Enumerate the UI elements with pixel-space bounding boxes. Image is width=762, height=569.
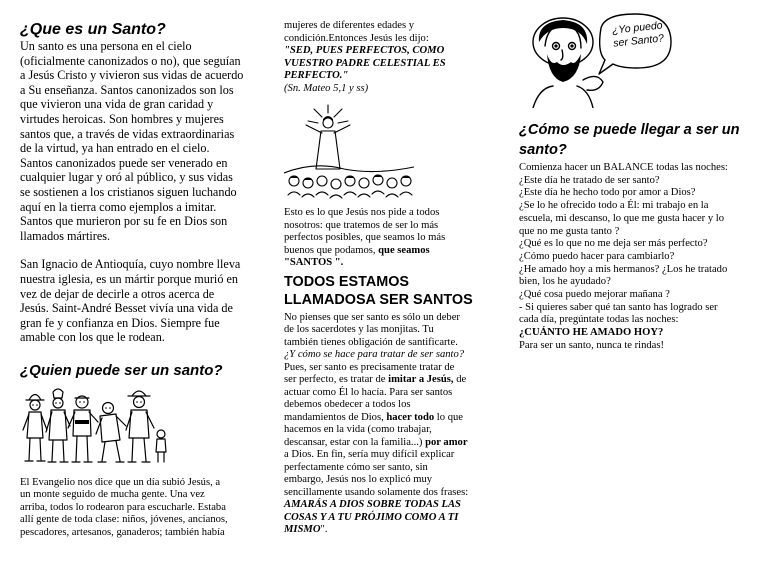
- text-line: que vivieron una vida de gran caridad y: [20, 97, 214, 112]
- text-line: [284, 437, 486, 450]
- heading-line: ¿Cómo se puede llegar a ser un: [519, 122, 740, 138]
- text-line: ¿Se lo he ofrecido todo a Él: mi trabajo en la: [519, 200, 709, 212]
- column-3: [519, 0, 751, 353]
- text-line: ¿He amado hoy a mis hermanos? ¿Los he tratado: [519, 263, 728, 275]
- text-line: amable con los que le rodean.: [20, 330, 165, 345]
- text-line: nuestra iglesia, es un mártir porque murió en: [20, 271, 238, 286]
- bold-text: imitar a Jesús,: [388, 374, 454, 385]
- bold-text: MISMO: [284, 524, 321, 535]
- text-line: ¿Este día he tratado de ser santo?: [519, 174, 660, 186]
- paragraph-como-ser-santo: [284, 312, 486, 537]
- text-line: [284, 374, 486, 387]
- text-line: VUESTRO PADRE CELESTIAL ES: [284, 57, 446, 69]
- crowd-of-people-illustration: [20, 386, 170, 466]
- text-line: pescadores, artesanos, ganaderos; también había: [20, 526, 225, 538]
- text-line: condición.Entonces Jesús les dijo:: [284, 32, 429, 44]
- text-line-question: ¿Y cómo se hace para tratar de ser santo?: [284, 349, 465, 360]
- text-span: descansar, estar con la familia...): [284, 436, 426, 448]
- paragraph-balance: [519, 162, 751, 353]
- text-line: No pienses que ser santo es sólo un deber: [284, 311, 460, 323]
- text-line: sencillamente usando solamente dos frases:: [284, 486, 469, 498]
- text-line: perfectos posibles, que seamos lo más: [284, 232, 446, 243]
- text-line: a Jesús Cristo y vivieron sus vidas de acuerdo: [20, 68, 244, 83]
- text-line: (oficialmente canonizados o no), que seguían: [20, 53, 241, 68]
- text-line: nosotros: que tratemos de ser lo más: [284, 219, 439, 231]
- text-line: se sostienen a los cristianos siguen luchando: [20, 184, 237, 199]
- text-line: ¿Qué cosa puedo mejorar mañana ?: [519, 289, 670, 301]
- text-line: Esto es lo que Jesús nos pide a todos: [284, 207, 440, 218]
- text-line: también tienes obligación de santificarte.: [284, 336, 458, 348]
- bold-cuanto-he-amado: ¿CUÁNTO HE AMADO HOY?: [519, 327, 664, 339]
- text-line: embargo, Jesús nos lo explicó muy: [284, 474, 433, 485]
- text-line-quote: [284, 524, 486, 537]
- text-span: lo que: [434, 411, 463, 423]
- text-line: llamados mártires.: [20, 228, 111, 243]
- text-line: debemos obedecer a todos los: [284, 399, 411, 410]
- text-line: [284, 245, 486, 258]
- text-line: El Evangelio nos dice que un día subió Jesús, a: [20, 476, 221, 488]
- heading-que-es-un-santo: ¿Que es un Santo?: [20, 21, 166, 38]
- heading-como-llegar-ser-santo: [519, 120, 751, 160]
- text-line-final: Para ser un santo, nunca te rindas!: [519, 339, 665, 351]
- text-line: ¿Cómo puedo hacer para cambiarlo?: [519, 250, 675, 262]
- quote-reference: (Sn. Mateo 5,1 y ss): [284, 82, 369, 94]
- text-line: aquí en la tierra como ejemplos a imitar.: [20, 199, 217, 214]
- text-line: Comienza hacer un BALANCE todas las noches:: [519, 162, 728, 173]
- text-line: que no me gusta tanto ?: [519, 225, 620, 237]
- text-line: Santos que murieron por su fe en Dios son: [20, 214, 228, 229]
- bold-text: por amor: [425, 436, 468, 448]
- text-span: de: [453, 374, 467, 385]
- text-line: mujeres de diferentes edades y: [284, 20, 415, 31]
- text-line: bien, los he ayudado?: [519, 276, 611, 288]
- heading-todos-llamados: [284, 273, 486, 309]
- text-line: Santos canonizados puede ser venerado en: [20, 155, 228, 170]
- heading-quien-puede-ser-santo: ¿Quien puede ser un santo?: [20, 361, 223, 379]
- text-line: perfectamente cómo ser santo, sin: [284, 461, 428, 473]
- text-line: Un santo es una persona en el cielo: [20, 39, 192, 53]
- text-line-quote: AMARÁS A DIOS SOBRE TODAS LAS: [284, 499, 461, 510]
- text-line: arriba, todos lo rodearon para escucharle. Estaba: [20, 501, 226, 513]
- text-line: - Si quieres saber qué tan santo has logrado ser: [519, 301, 718, 313]
- text-span: ser perfecto, es tratar de: [284, 374, 389, 385]
- paragraph-continuation: [284, 20, 486, 45]
- text-line: un monte seguido de mucha gente. Una vez: [20, 489, 205, 501]
- heading-line: LLAMADOSA SER SANTOS: [284, 291, 473, 308]
- text-line: gran fe y confianza en Dios. Siempre fue: [20, 315, 220, 330]
- text-line: vez de dejar de decirle a otros acerca de: [20, 286, 215, 301]
- text-line: hacemos en la vida (como trabajar,: [284, 424, 432, 435]
- text-line: "SED, PUES PERFECTOS, COMO: [284, 45, 445, 56]
- text-span: buenos que podamos,: [284, 244, 379, 256]
- text-line: ¿Qué es lo que no me deja ser más perfecto?: [519, 238, 708, 250]
- bold-text: hacer todo: [386, 411, 435, 423]
- jesus-on-mount-illustration: [284, 103, 414, 199]
- quote-sed-perfectos: [284, 45, 486, 83]
- text-span: mandamientos de Dios,: [284, 411, 387, 423]
- text-line: Pues, ser santo es precisamente tratar de: [284, 361, 455, 373]
- column-2: [284, 0, 486, 537]
- cartoon-saint-illustration: [525, 12, 675, 108]
- text-line: cualquier lugar y oró al público, y sus vidas: [20, 170, 233, 185]
- bold-santos: "SANTOS ".: [284, 257, 344, 268]
- text-span: ".: [320, 524, 328, 535]
- text-line: a Su enseñanza. Santos canonizados son los: [20, 82, 234, 97]
- text-line: allí gente de toda clase: niños, jóvenes, ancianos,: [20, 514, 228, 526]
- text-line: Jesús. Saint-André Besset vivía una vida de: [20, 301, 233, 316]
- speech-bubble-text: ¿Yo puedo ser Santo?: [611, 19, 665, 50]
- text-line: ¿Este día he hecho todo por amor a Dios?: [519, 187, 696, 199]
- paragraph-san-ignacio: [20, 257, 248, 345]
- text-line: San Ignacio de Antioquía, cuyo nombre lleva: [20, 257, 241, 272]
- text-line: de los sacerdotes y las monjitas. Tu: [284, 324, 434, 335]
- bold-text: que seamos: [378, 244, 430, 256]
- text-line: actuar como Él lo hacía. Para ser santos: [284, 386, 453, 398]
- paragraph-definition: [20, 39, 248, 243]
- heading-line: TODOS ESTAMOS: [284, 273, 409, 290]
- text-line: PERFECTO.": [284, 70, 349, 81]
- paragraph-jesus-pide: [284, 207, 486, 270]
- text-line-quote: COSAS Y A TU PRÓJIMO COMO A TI: [284, 511, 459, 523]
- column-1: [20, 0, 248, 539]
- text-line: escuela, mi descanso, lo que me gusta hacer y lo: [519, 212, 725, 224]
- text-line: santos que, a través de vidas extraordinarias: [20, 126, 235, 141]
- text-line: de la virtud, ya han entrado en el cielo.: [20, 141, 210, 156]
- heading-line: santo?: [519, 142, 567, 158]
- text-line: [284, 412, 486, 425]
- text-line: cada día, pregúntate todas las noches:: [519, 314, 679, 326]
- text-line: virtudes heroicas. Son hombres y mujeres: [20, 111, 224, 126]
- text-line: a Dios. En fin, sería muy difícil explicar: [284, 449, 455, 460]
- paragraph-evangelio: [20, 477, 248, 540]
